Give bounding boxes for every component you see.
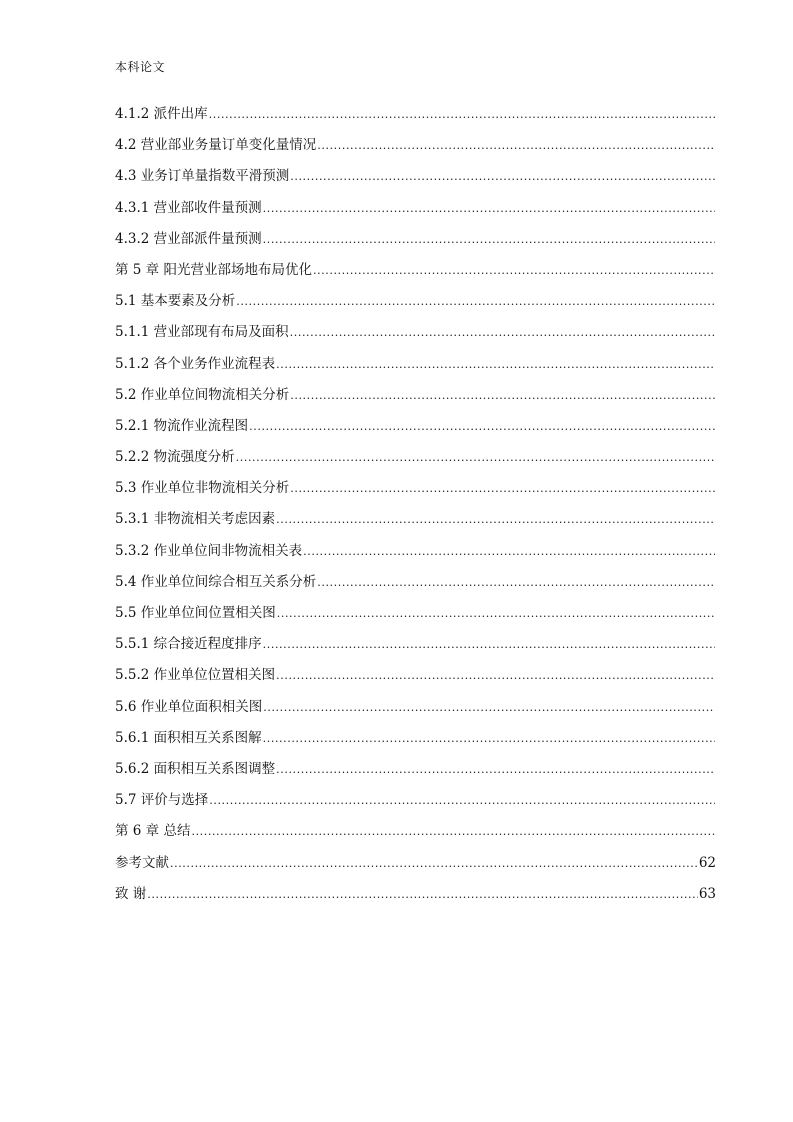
toc-dot-leader [276,504,715,535]
toc-dot-leader [290,161,715,192]
toc-dot-leader [263,692,715,723]
toc-dot-leader [263,629,715,660]
toc-entry-title: 5.5 作业单位间位置相关图 [115,605,276,621]
toc-dot-leader [317,567,715,598]
toc-entry-title: 4.2 营业部业务量订单变化量情况 [115,137,317,154]
toc-entry-title: 5.6.2 面积相互关系图调整 [115,760,276,777]
toc-dot-leader [290,473,715,504]
toc-entry[interactable] [115,567,716,598]
toc-entry-title: 4.1.2 派件出库 [115,106,208,122]
toc-dot-leader [191,816,715,847]
toc-entry[interactable] [115,816,716,847]
toc-entry-title: 5.6.1 面积相互关系图解 [115,729,262,746]
toc-entry-title: 5.3.2 作业单位间非物流相关表 [115,542,303,559]
toc-dot-leader [263,193,715,224]
toc-dot-leader [236,286,715,317]
toc-entry[interactable] [115,161,716,192]
toc-dot-leader [276,754,715,785]
toc-entry[interactable] [115,193,716,224]
toc-entry-title: 5.2.1 物流作业流程图 [115,417,249,434]
toc-entry-title: 5.1.2 各个业务作业流程表 [115,355,276,372]
toc-entry[interactable] [115,317,716,348]
toc-dot-leader [277,598,715,629]
toc-entry[interactable] [115,598,716,629]
toc-entry-title: 参考文献 [115,854,169,871]
toc-dot-leader [290,380,715,411]
toc-dot-leader [170,848,698,879]
toc-entry[interactable] [115,130,716,161]
toc-dot-leader [276,660,715,691]
toc-entry[interactable] [115,411,716,442]
toc-entry-title: 5.4 作业单位间综合相互关系分析 [115,573,317,590]
toc-dot-leader [290,317,715,348]
toc-entry-title: 4.3 业务订单量指数平滑预测 [115,168,290,185]
toc-entry-page: 63 [698,885,716,902]
toc-dot-leader [209,99,715,130]
toc-entry[interactable] [115,536,716,567]
toc-entry-title: 5.1.1 营业部现有布局及面积 [115,324,289,341]
toc-entry-title: 5.7 评价与选择 [115,792,209,809]
toc-entry[interactable] [115,879,716,910]
toc-entry-title: 4.3.1 营业部收件量预测 [115,199,262,216]
toc-entry-title: 5.3.1 非物流相关考虑因素 [115,511,276,528]
toc-dot-leader [263,224,715,255]
toc-dot-leader [263,723,715,754]
toc-dot-leader [209,785,715,816]
toc-entry-title: 5.1 基本要素及分析 [115,293,236,310]
toc-dot-leader [147,879,698,910]
toc-dot-leader [303,536,715,567]
toc-dot-leader [236,442,715,473]
toc-entry[interactable] [115,473,716,504]
toc-entry[interactable] [115,754,716,785]
running-header: 本科论文 [115,60,166,74]
toc-entry-title: 5.5.1 综合接近程度排序 [115,636,262,653]
toc-entry[interactable] [115,785,716,816]
toc-entry-title: 5.2.2 物流强度分析 [115,449,235,466]
toc-entry-title: 致 谢 [115,885,147,902]
toc-entry-title: 5.6 作业单位面积相关图 [115,698,263,715]
toc-entry[interactable] [115,99,716,130]
toc-entry-title: 5.2 作业单位间物流相关分析 [115,386,290,403]
toc-entry[interactable] [115,380,716,411]
toc-entry[interactable] [115,286,716,317]
toc-entry-title: 5.5.2 作业单位位置相关图 [115,667,276,684]
toc-entry[interactable] [115,255,716,286]
toc-entry-title: 第 6 章 总结 [115,823,191,840]
toc-dot-leader [276,349,715,380]
toc-entry[interactable] [115,848,716,879]
toc-entry-page: 62 [698,854,716,871]
toc-entry[interactable] [115,660,716,691]
toc-entry[interactable] [115,504,716,535]
toc-dot-leader [317,130,715,161]
toc-entry-title: 第 5 章 阳光营业部场地布局优化 [115,261,312,278]
toc-entry[interactable] [115,629,716,660]
toc-entry-title: 4.3.2 营业部派件量预测 [115,230,262,247]
toc-entry[interactable] [115,692,716,723]
toc-entry[interactable] [115,723,716,754]
toc-dot-leader [249,411,715,442]
toc-entry[interactable] [115,349,716,380]
toc-entry[interactable] [115,442,716,473]
toc-dot-leader [313,255,715,286]
toc-entry[interactable] [115,224,716,255]
table-of-contents [115,99,716,910]
toc-entry-title: 5.3 作业单位非物流相关分析 [115,480,290,497]
